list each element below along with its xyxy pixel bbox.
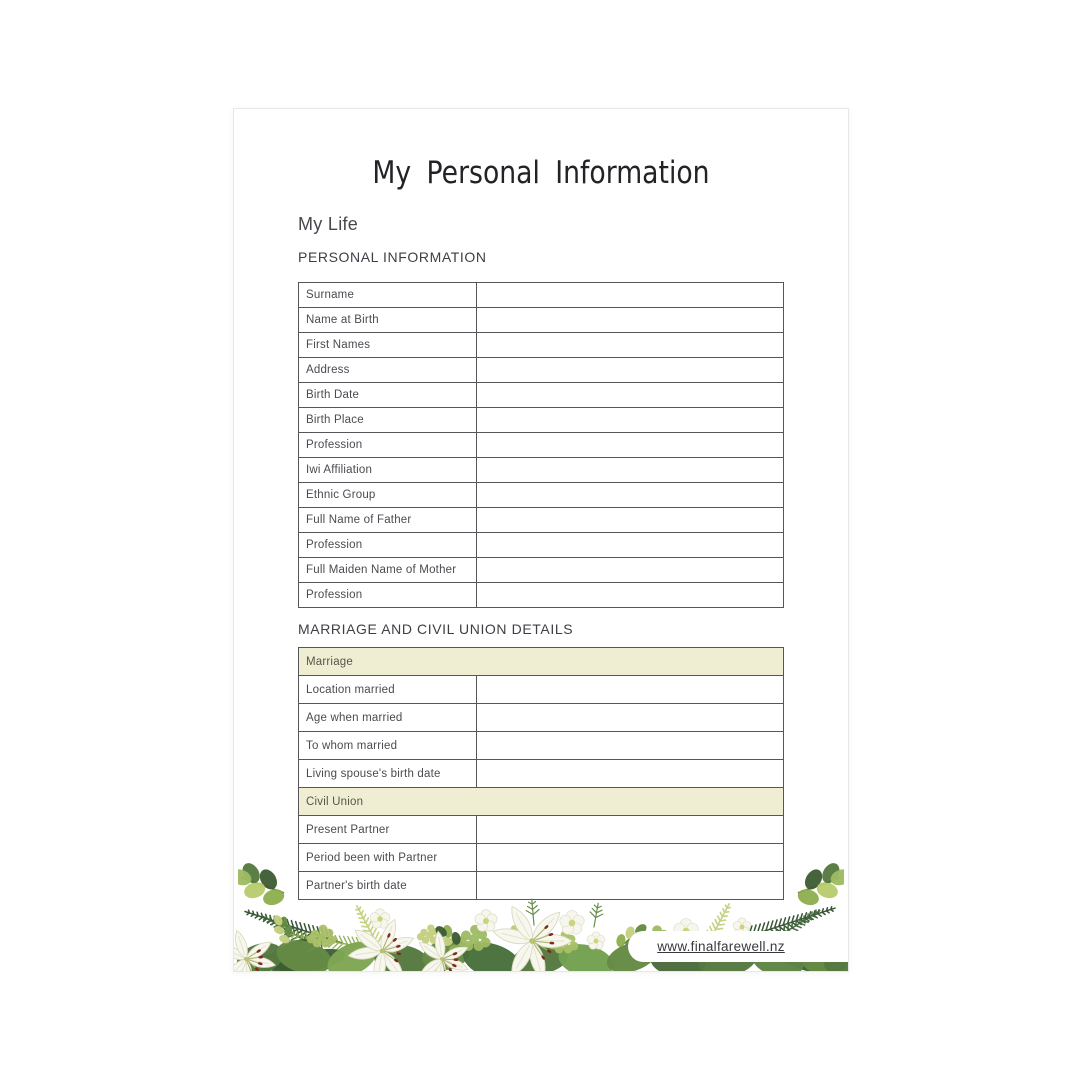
field-label: To whom married — [299, 732, 477, 759]
field-label: Profession — [299, 533, 477, 557]
group-header-row — [299, 648, 783, 676]
section-heading-marriage-civil-union: MARRIAGE AND CIVIL UNION DETAILS — [298, 621, 574, 637]
table-row — [299, 383, 783, 408]
document-page — [233, 108, 849, 972]
field-value-cell[interactable] — [477, 816, 783, 843]
field-label: Name at Birth — [299, 308, 477, 332]
field-value-cell[interactable] — [477, 408, 783, 432]
table-row — [299, 704, 783, 732]
field-value-cell[interactable] — [477, 844, 783, 871]
table-row — [299, 283, 783, 308]
field-label: Profession — [299, 433, 477, 457]
table-row — [299, 483, 783, 508]
table-row — [299, 408, 783, 433]
field-value-cell[interactable] — [477, 483, 783, 507]
field-value-cell[interactable] — [477, 383, 783, 407]
field-value-cell[interactable] — [477, 872, 783, 899]
table-row — [299, 508, 783, 533]
section-heading-personal-information: PERSONAL INFORMATION — [298, 249, 487, 265]
field-value-cell[interactable] — [477, 558, 783, 582]
table-row — [299, 358, 783, 383]
field-value-cell[interactable] — [477, 333, 783, 357]
page-title: My Personal Information — [372, 155, 710, 191]
field-label: Ethnic Group — [299, 483, 477, 507]
field-value-cell[interactable] — [477, 458, 783, 482]
table-row — [299, 872, 783, 899]
field-label: First Names — [299, 333, 477, 357]
website-link[interactable]: www.finalfarewell.nz — [657, 939, 785, 954]
table-row — [299, 333, 783, 358]
marriage-civil-union-table — [298, 647, 784, 900]
personal-information-table — [298, 282, 784, 608]
table-row — [299, 732, 783, 760]
field-label: Period been with Partner — [299, 844, 477, 871]
field-label: Iwi Affiliation — [299, 458, 477, 482]
group-header-civil-union: Civil Union — [299, 788, 783, 815]
field-value-cell[interactable] — [477, 308, 783, 332]
field-value-cell[interactable] — [477, 533, 783, 557]
field-value-cell[interactable] — [477, 704, 783, 731]
field-value-cell[interactable] — [477, 433, 783, 457]
table-row — [299, 816, 783, 844]
table-row — [299, 308, 783, 333]
field-label: Birth Date — [299, 383, 477, 407]
field-label: Full Name of Father — [299, 508, 477, 532]
group-header-row — [299, 788, 783, 816]
table-row — [299, 458, 783, 483]
field-label: Living spouse's birth date — [299, 760, 477, 787]
table-row — [299, 760, 783, 788]
field-value-cell[interactable] — [477, 676, 783, 703]
field-label: Full Maiden Name of Mother — [299, 558, 477, 582]
table-row — [299, 558, 783, 583]
field-value-cell[interactable] — [477, 508, 783, 532]
table-row — [299, 844, 783, 872]
field-value-cell[interactable] — [477, 283, 783, 307]
table-row — [299, 583, 783, 607]
field-label: Location married — [299, 676, 477, 703]
field-label: Surname — [299, 283, 477, 307]
field-label: Address — [299, 358, 477, 382]
field-label: Birth Place — [299, 408, 477, 432]
field-value-cell[interactable] — [477, 732, 783, 759]
field-label: Partner's birth date — [299, 872, 477, 899]
group-header-marriage: Marriage — [299, 648, 783, 675]
website-pill — [628, 931, 848, 962]
table-row — [299, 676, 783, 704]
field-value-cell[interactable] — [477, 358, 783, 382]
field-label: Age when married — [299, 704, 477, 731]
table-row — [299, 533, 783, 558]
field-value-cell[interactable] — [477, 583, 783, 607]
field-value-cell[interactable] — [477, 760, 783, 787]
field-label: Present Partner — [299, 816, 477, 843]
table-row — [299, 433, 783, 458]
subtitle-my-life: My Life — [298, 214, 359, 234]
field-label: Profession — [299, 583, 477, 607]
